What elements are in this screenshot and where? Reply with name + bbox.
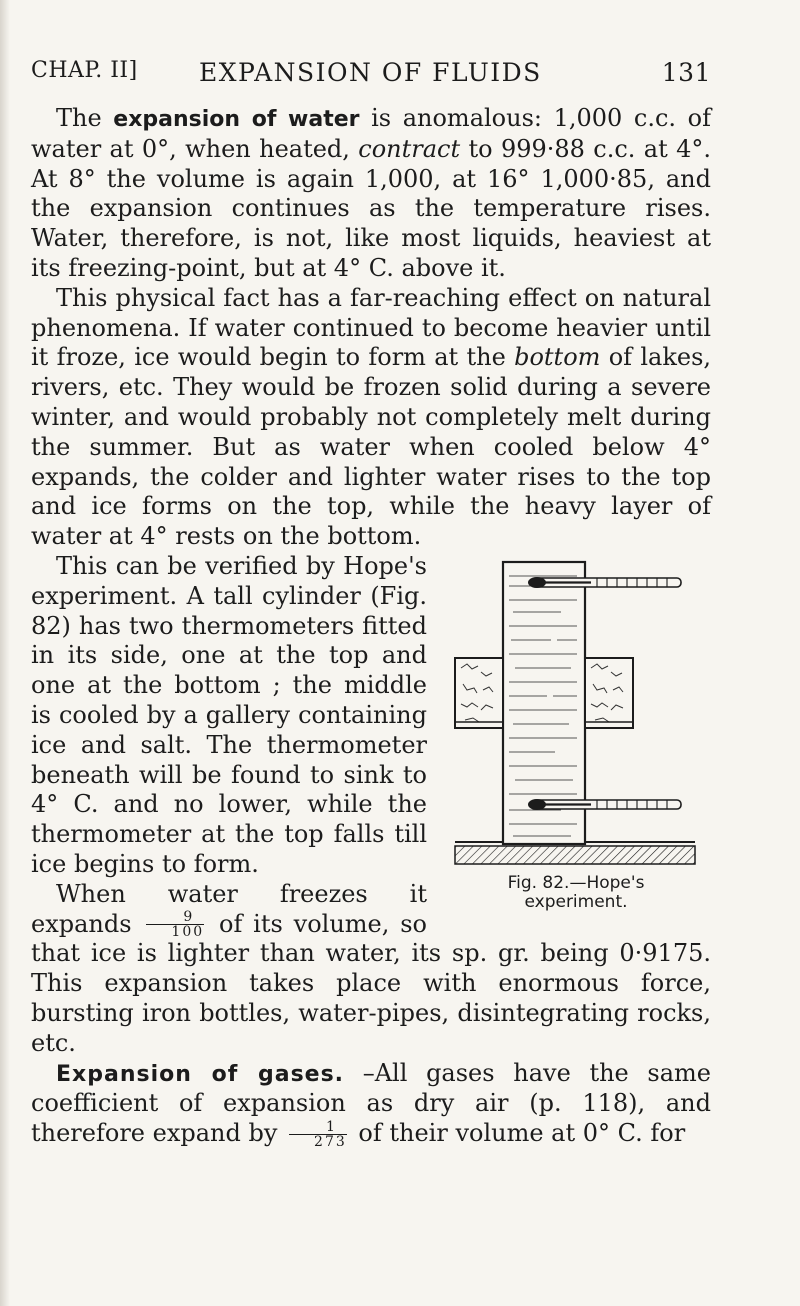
paragraph-expansion-of-gases: Expansion of gases. –All gases have the same coefficient of expansion as dry air (p. 118), and therefore expand by $\frac{1}{273}$ of their volume at 0° C. for <box>31 1058 712 1150</box>
page-edge-shadow <box>0 0 10 1306</box>
figure-82 <box>441 554 711 920</box>
paragraph-natural-phenomena: This physical fact has a far-reaching effect on natural phenomena. If water continued to become heavier until it froze, ice would begin to form at the bottom of lakes, rivers, etc. They would be frozen solid during a severe winter, and would probably not completely melt during the summer. But as water when cooled below 4° expands, the colder and lighter water rises to the top and ice forms on the top, while the heavy layer of water at 4° rests on the bottom. <box>31 283 712 551</box>
section-heading-gases: Expansion of gases. <box>56 1061 345 1087</box>
hopes-apparatus-illustration <box>451 554 701 872</box>
bottom-thermometer <box>528 799 681 810</box>
running-title: EXPANSION OF FLUIDS <box>199 58 542 87</box>
base-stand <box>455 846 695 864</box>
paragraph-water-expansion: The expansion of water is anomalous: 1,000 c.c. of water at 0°, when heated, contract to 999·88 c.c. at 4°. At 8° the volume is again 1,000, at 16° 1,000·85, and the expansion continues as the temperature rises. Water, therefore, is not, like most liquids, heaviest at its freezing-point, but at 4° C. above it. <box>31 104 711 282</box>
page-number: 131 <box>661 58 711 87</box>
ice-gallery-left <box>455 658 503 728</box>
figure-caption: Fig. 82.—Hope's experiment. <box>507 872 645 912</box>
top-thermometer <box>528 577 681 588</box>
paragraph-freezing-expansion: When water freezes it expands $\frac{9}{100}$ of its volume, so that ice is lighter than water, its sp. gr. being 0·9175. This expansion takes place with enormous force, bursting iron bottles, water-pipes, disintegrating rocks, etc. <box>31 879 711 1057</box>
chapter-label: CHAP. II] <box>31 58 138 83</box>
term-expansion-of-water: expansion of water <box>113 107 360 132</box>
running-header <box>31 58 711 90</box>
fraction-one-273rd: $\frac{1}{273}$ <box>289 1121 347 1149</box>
ice-gallery-right <box>585 658 633 728</box>
paragraph-hopes-experiment: This can be verified by Hope's experiment. A tall cylinder (Fig. 82) has two thermometers fitted in its side, one at the top and one at the bottom ; the middle is cooled by a gallery containing ice and salt. The thermometer beneath will be found to sink to 4° C. and no lower, while the thermometer at the top falls till ice begins to form. <box>31 551 427 878</box>
emphasis-bottom: bottom <box>514 343 601 372</box>
page-body <box>31 104 711 1149</box>
fraction-nine-hundredths: $\frac{9}{100}$ <box>146 911 204 939</box>
emphasis-contract: contract <box>358 134 461 163</box>
